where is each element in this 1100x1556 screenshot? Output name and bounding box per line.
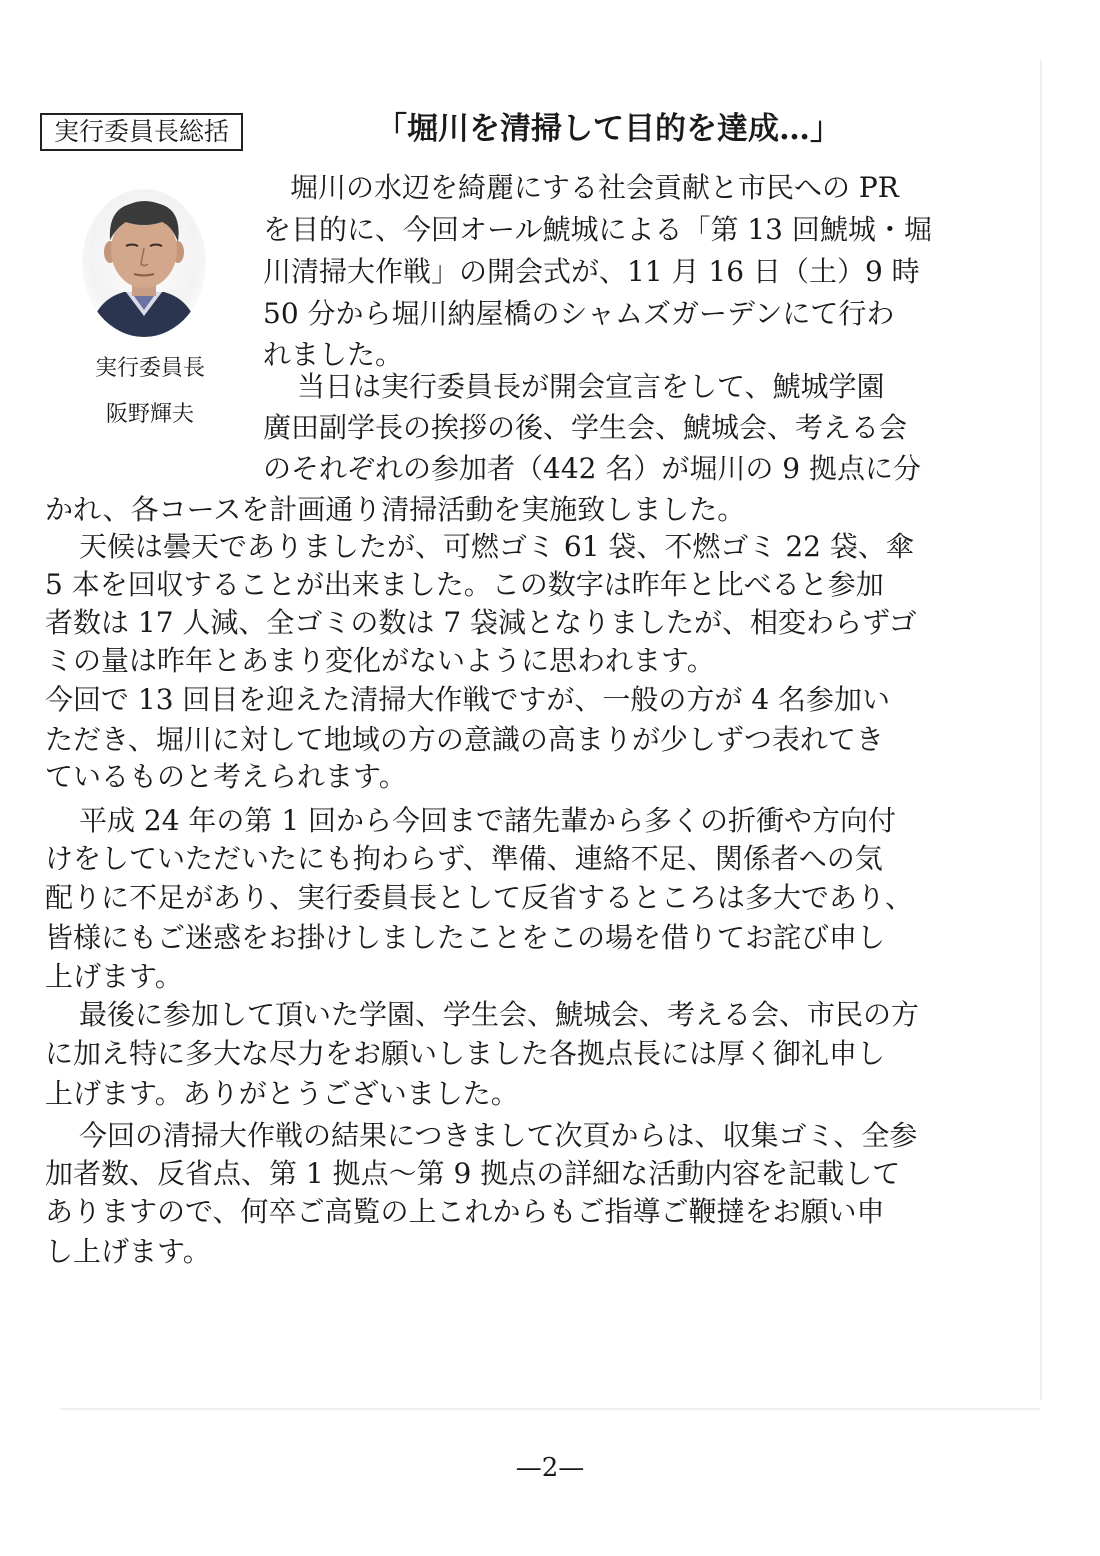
body-line: 天候は曇天でありましたが、可燃ゴミ 61 袋、不燃ゴミ 22 袋、傘 xyxy=(79,530,914,563)
body-line: 上げます。 xyxy=(45,960,183,993)
article-title: 「堀川を清掃して目的を達成…」 xyxy=(376,111,841,147)
body-line: 堀川の水辺を綺麗にする社会貢献と市民への PR xyxy=(290,171,899,204)
body-line: けをしていただいたにも拘わらず、準備、連絡不足、関係者への気 xyxy=(45,842,883,875)
body-line: のそれぞれの参加者（442 名）が堀川の 9 拠点に分 xyxy=(263,452,921,485)
body-line: かれ、各コースを計画通り清掃活動を実施致しました。 xyxy=(45,493,746,526)
page-edge-shadow xyxy=(1040,60,1042,1400)
body-line: 今回の清掃大作戦の結果につきまして次頁からは、収集ゴミ、全参 xyxy=(79,1119,918,1152)
body-line: 者数は 17 人減、全ゴミの数は 7 袋減となりましたが、相変わらずゴ xyxy=(45,606,917,639)
body-line: ミの量は昨年とあまり変化がないように思われます。 xyxy=(45,644,715,677)
body-line: 上げます。ありがとうございました。 xyxy=(45,1077,519,1110)
body-line: に加え特に多大な尽力をお願いしました各拠点長には厚く御礼申し xyxy=(45,1037,886,1070)
body-line: 平成 24 年の第 1 回から今回まで諸先輩から多くの折衝や方向付 xyxy=(79,804,897,837)
body-line: 5 本を回収することが出来ました。この数字は昨年と比べると参加 xyxy=(45,568,884,601)
page-number: —2— xyxy=(515,1453,585,1483)
body-line: ているものと考えられます。 xyxy=(45,760,407,793)
body-line: 廣田副学長の挨拶の後、学生会、鯱城会、考える会 xyxy=(263,411,908,444)
body-line: 当日は実行委員長が開会宣言をして、鯱城学園 xyxy=(297,370,885,403)
body-line: を目的に、今回オール鯱城による「第 13 回鯱城・堀 xyxy=(263,213,932,246)
body-line: 50 分から堀川納屋橋のシャムズガーデンにて行わ xyxy=(263,297,895,330)
body-line: 配りに不足があり、実行委員長として反省するところは多大であり、 xyxy=(45,881,914,914)
author-role: 実行委員長 xyxy=(94,356,205,381)
author-photo xyxy=(80,188,208,338)
page-bottom-shadow xyxy=(60,1408,1040,1410)
author-name: 阪野輝夫 xyxy=(105,402,194,427)
body-line: れました。 xyxy=(263,338,404,371)
body-line: 川清掃大作戦」の開会式が、11 月 16 日（土）9 時 xyxy=(263,255,920,288)
body-line: し上げます。 xyxy=(45,1235,211,1268)
body-line: 加者数、反省点、第 1 拠点～第 9 拠点の詳細な活動内容を記載して xyxy=(45,1157,901,1190)
body-line: 最後に参加して頂いた学園、学生会、鯱城会、考える会、市民の方 xyxy=(79,998,920,1031)
body-line: ありますので、何卒ご高覧の上これからもご指導ご鞭撻をお願い申 xyxy=(45,1195,885,1228)
section-label: 実行委員長総括 xyxy=(40,113,243,151)
body-line: 今回で 13 回目を迎えた清掃大作戦ですが、一般の方が 4 名参加い xyxy=(45,683,891,716)
body-line: ただき、堀川に対して地域の方の意識の高まりが少しずつ表れてき xyxy=(45,723,884,756)
body-line: 皆様にもご迷惑をお掛けしましたことをこの場を借りてお詫び申し xyxy=(45,921,886,954)
